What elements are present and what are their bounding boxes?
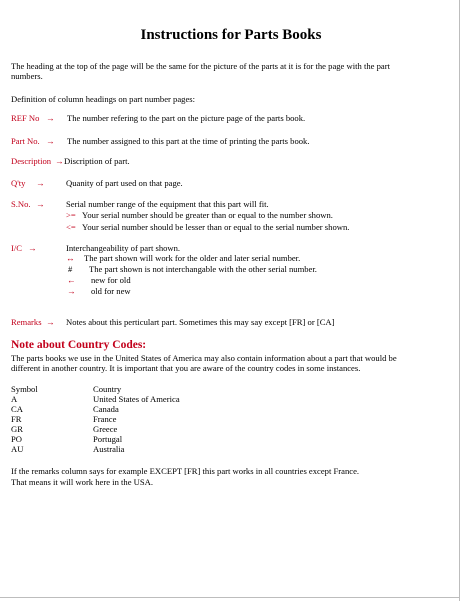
part-no-label: Part No. [11,136,40,146]
intro-line-2: numbers. [11,71,43,81]
country-note-line-1: The parts books we use in the United States of America may also contain information about a part that would be [11,353,397,363]
less-equal-icon: <= [66,222,76,232]
symbol-column-header: Symbol [11,384,38,394]
ic-sub-both: The part shown will work for the older and later serial number. [84,253,301,263]
qty-arrow-icon: → [36,178,45,188]
page-title: Instructions for Parts Books [140,27,322,43]
country-name: Canada [93,404,119,414]
part-no-description: The number assigned to this part at the time of printing the parts book. [67,136,310,146]
ref-no-label: REF No [11,113,40,123]
remarks-label: Remarks [11,317,42,327]
sno-sub-lesser: Your serial number should be lesser than or equal to the serial number shown. [82,222,350,232]
country-symbol: A [11,394,18,404]
ref-no-arrow-icon: → [46,113,55,123]
ic-description: Interchangeability of part shown. [66,243,181,253]
intro-line-1: The heading at the top of the page will be the same for the picture of the parts at it is for the page with the part [11,61,390,71]
ic-sub-not: The part shown is not interchangable with the other serial number. [89,264,317,274]
country-column-header: Country [93,384,122,394]
part-no-arrow-icon: → [46,136,55,146]
ic-sub-old-for-new: old for new [91,286,131,296]
sno-arrow-icon: → [36,199,45,209]
hash-icon: # [68,264,73,274]
sno-label: S.No. [11,199,31,209]
page-edge-bottom [0,597,460,598]
country-symbol: GR [11,424,23,434]
description-label: Description [11,156,52,166]
country-note-heading: Note about Country Codes: [11,339,147,351]
ic-arrow-icon: → [28,243,37,253]
country-name: United States of America [93,394,180,404]
country-note-line-2: different in another country. It is important that you are aware of the country codes in some instances. [11,363,361,373]
country-symbol: AU [11,444,24,454]
country-symbol: FR [11,414,22,424]
footer-line-1: If the remarks column says for example EXCEPT [FR] this part works in all countries except France. [11,466,360,476]
footer-line-2: That means it will work here in the USA. [11,477,154,487]
remarks-arrow-icon: → [46,317,55,327]
left-arrow-icon: ← [67,275,76,285]
ic-sub-new-for-old: new for old [91,275,131,285]
left-right-arrow-icon: ↔ [66,253,75,263]
ic-label: I/C [11,243,22,253]
country-symbol: CA [11,404,23,414]
country-name: Australia [93,444,125,454]
remarks-description: Notes about this perticulart part. Sometimes this may say except [FR] or [CA] [66,317,335,327]
sno-sub-greater: Your serial number should be greater than or equal to the number shown. [82,210,333,220]
qty-label: Q'ty [11,178,26,188]
sno-description: Serial number range of the equipment that this part will fit. [66,199,269,209]
qty-description: Quanity of part used on that page. [66,178,183,188]
country-name: Greece [93,424,118,434]
description-arrow-icon: → [55,156,64,166]
page-edge-right [459,0,460,601]
country-symbol: PO [11,434,22,444]
greater-equal-icon: >= [66,210,76,220]
ref-no-description: The number refering to the part on the picture page of the parts book. [67,113,306,123]
definition-heading: Definition of column headings on part number pages: [11,94,196,104]
country-name: Portugal [93,434,123,444]
right-arrow-icon: → [67,286,76,296]
country-name: France [93,414,117,424]
description-description: Discription of part. [64,156,130,166]
